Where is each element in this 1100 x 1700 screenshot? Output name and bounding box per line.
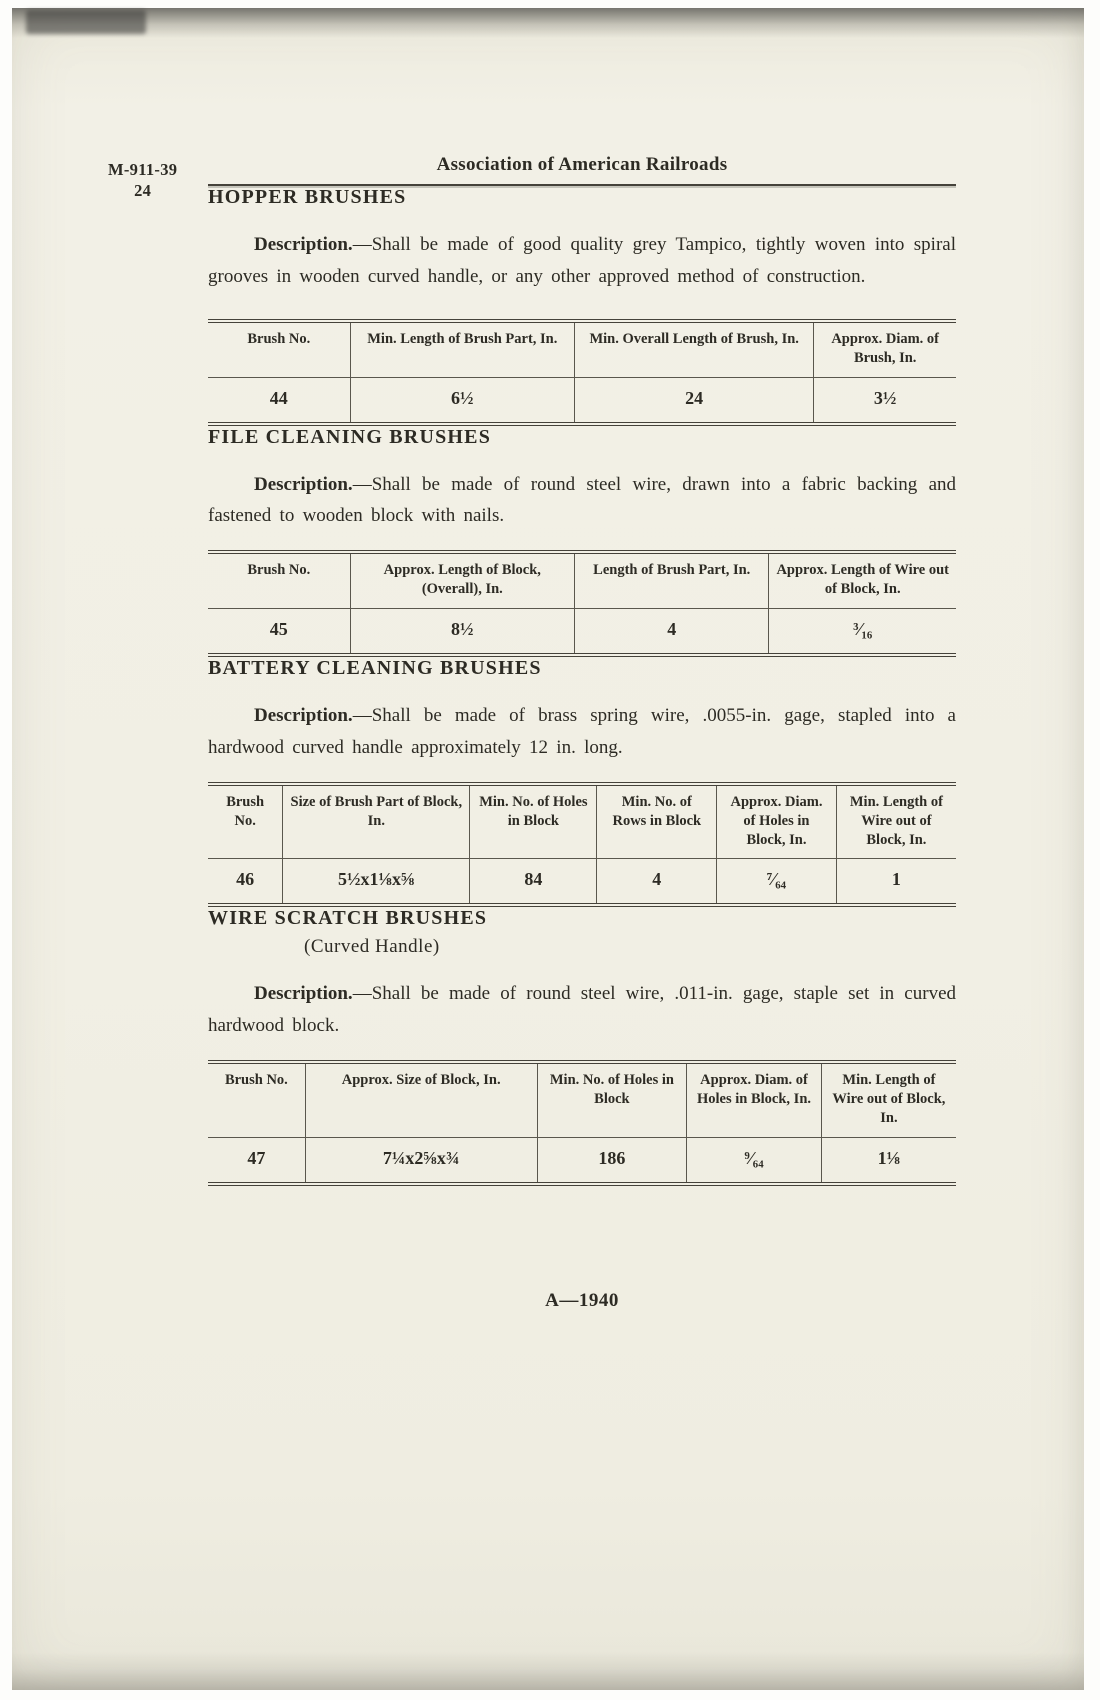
- table-header-row: [208, 1062, 956, 1137]
- column-header: Brush No.: [208, 321, 350, 377]
- footer-page-id: A—1940: [545, 1289, 619, 1311]
- org-title: Association of American Railroads: [436, 154, 728, 175]
- table-header-row: [208, 552, 956, 608]
- section-title: WIRE SCRATCH BRUSHES: [208, 907, 488, 930]
- table-cell: 3½: [814, 377, 956, 424]
- table-cell: 45: [269, 619, 288, 639]
- column-header: Approx. Diam. of Holes in Block, In.: [687, 1062, 822, 1137]
- column-header: Approx. Diam. of Brush, In.: [814, 321, 956, 377]
- section-description: [208, 229, 956, 293]
- section-wire-scratch-brushes: [208, 907, 956, 1185]
- section-battery-cleaning-brushes: [208, 657, 956, 907]
- wire-scratch-brushes-table: [208, 1060, 956, 1186]
- section-title: FILE CLEANING BRUSHES: [208, 425, 492, 448]
- table-cell: 46: [236, 869, 255, 890]
- table-row: [208, 859, 956, 906]
- column-header: Min. Overall Length of Brush, In.: [575, 321, 814, 377]
- column-header: Approx. Length of Wire out of Block, In.: [769, 552, 956, 608]
- table-cell: 84: [470, 859, 597, 906]
- table-cell: 7¼x2⅝x¾: [305, 1137, 537, 1184]
- table-cell: 8½: [350, 609, 574, 656]
- table-cell: 1⅛: [821, 1137, 956, 1184]
- table-cell: ³⁄₁₆: [769, 609, 956, 656]
- column-header: Min. No. of Holes in Block: [470, 784, 597, 859]
- section-title: HOPPER BRUSHES: [208, 186, 407, 208]
- table-row: [208, 609, 956, 656]
- column-header: Min. Length of Brush Part, In.: [350, 321, 574, 377]
- table-header-row: [208, 784, 956, 859]
- column-header: Brush No.: [208, 784, 283, 859]
- table-cell: ⁷⁄₆₄: [717, 859, 837, 906]
- table-cell: 6½: [350, 377, 574, 424]
- section-description: [208, 469, 956, 533]
- table-cell: 186: [537, 1137, 687, 1184]
- section-title: BATTERY CLEANING BRUSHES: [208, 657, 542, 679]
- column-header: Min. No. of Rows in Block: [597, 784, 717, 859]
- description-label: Description.: [254, 983, 353, 1005]
- table-cell: 4: [575, 609, 769, 656]
- file-cleaning-brushes-table: [208, 550, 956, 657]
- table-cell: ⁹⁄₆₄: [687, 1137, 822, 1184]
- column-header: Min. Length of Wire out of Block, In.: [821, 1062, 956, 1137]
- section-hopper-brushes: [208, 186, 956, 426]
- section-subtitle: (Curved Handle): [304, 936, 440, 958]
- section-description: [208, 700, 956, 764]
- hopper-brushes-table: [208, 319, 956, 426]
- table-cell: 1: [836, 859, 956, 906]
- table-cell: 47: [247, 1147, 266, 1168]
- description-label: Description.: [254, 473, 353, 495]
- description-text: —Shall be made of brass spring wire, .0055-in. gage, stapled into a hardwood curved handle approximately 12 in. long.: [208, 705, 956, 758]
- section-description: [208, 978, 956, 1042]
- document-page: [12, 8, 1084, 1690]
- table-cell: 4: [597, 859, 717, 906]
- description-text: —Shall be made of round steel wire, drawn into a fabric backing and fastened to wooden block with nails.: [208, 473, 956, 527]
- column-header: Approx. Diam. of Holes in Block, In.: [717, 784, 837, 859]
- table-cell: 5½x1⅛x⅝: [283, 859, 470, 906]
- doc-number: M-911-39: [108, 160, 178, 179]
- doc-id-block: [108, 160, 177, 201]
- column-header: Min. Length of Wire out of Block, In.: [836, 784, 956, 859]
- column-header: Length of Brush Part, In.: [575, 552, 769, 608]
- description-label: Description.: [254, 234, 353, 255]
- battery-cleaning-brushes-table: [208, 782, 956, 908]
- description-text: —Shall be made of round steel wire, .011-in. gage, staple set in curved hardwood block.: [208, 983, 956, 1037]
- table-header-row: [208, 321, 956, 377]
- scan-edge-artifact: [26, 10, 146, 34]
- table-cell: 24: [575, 377, 814, 424]
- column-header: Brush No.: [208, 552, 350, 608]
- description-label: Description.: [254, 705, 353, 726]
- table-cell: 44: [269, 387, 288, 408]
- table-row: [208, 1137, 956, 1184]
- section-file-cleaning-brushes: [208, 426, 956, 658]
- description-text: —Shall be made of good quality grey Tampico, tightly woven into spiral grooves in wooden curved handle, or any other approved method of construction.: [208, 234, 956, 287]
- page-content: [208, 154, 956, 1312]
- column-header: Approx. Size of Block, In.: [305, 1062, 537, 1137]
- column-header: Min. No. of Holes in Block: [537, 1062, 687, 1137]
- column-header: Brush No.: [208, 1062, 305, 1137]
- column-header: Approx. Length of Block, (Overall), In.: [350, 552, 574, 608]
- table-row: [208, 377, 956, 424]
- page-number: 24: [134, 180, 152, 200]
- column-header: Size of Brush Part of Block, In.: [283, 784, 470, 859]
